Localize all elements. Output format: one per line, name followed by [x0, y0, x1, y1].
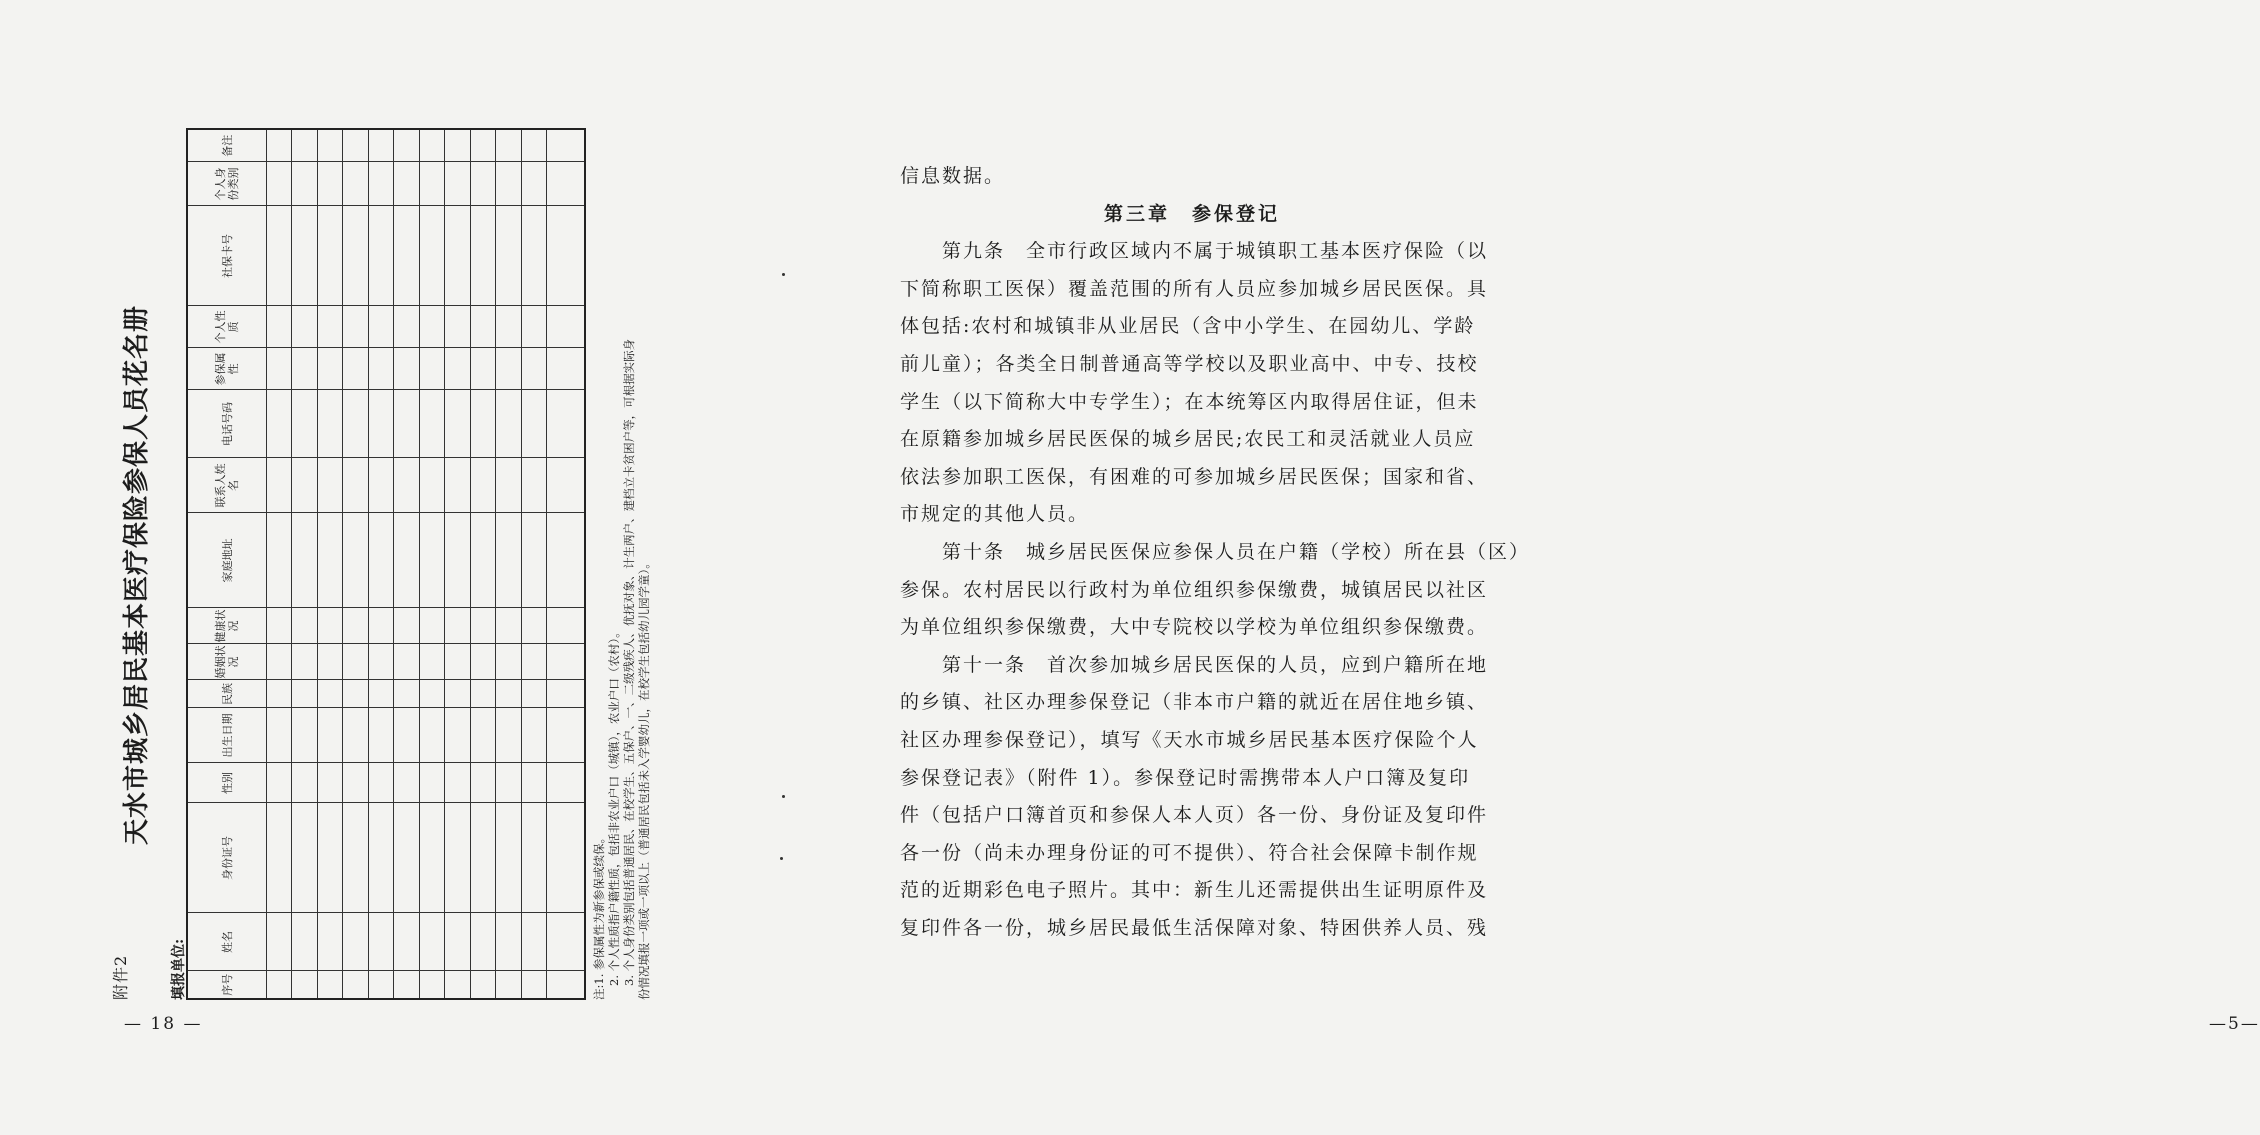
table-cell	[547, 206, 585, 306]
table-cell	[267, 913, 292, 971]
table-cell	[521, 708, 546, 763]
chapter-heading: 第三章 参保登记	[1103, 202, 1280, 225]
table-cell	[267, 971, 292, 999]
col-header: 家庭地址	[187, 513, 267, 608]
table-cell	[419, 390, 444, 458]
table-cell	[343, 708, 368, 763]
table-cell	[394, 971, 419, 999]
table-cell	[343, 390, 368, 458]
note-line: 注:1. 参保属性为新参保或续保。	[592, 831, 606, 1000]
table-cell	[419, 458, 444, 513]
table-cell	[496, 608, 521, 644]
table-cell	[496, 763, 521, 803]
table-cell	[419, 306, 444, 348]
table-cell	[445, 206, 470, 306]
scan-mark	[782, 795, 785, 798]
table-cell	[470, 129, 495, 162]
table-cell	[368, 763, 393, 803]
table-row	[547, 129, 585, 999]
table-cell	[445, 129, 470, 162]
table-cell	[445, 513, 470, 608]
table-cell	[470, 913, 495, 971]
table-cell	[470, 971, 495, 999]
table-cell	[445, 763, 470, 803]
table-cell	[496, 513, 521, 608]
table-cell	[267, 306, 292, 348]
table-cell	[343, 306, 368, 348]
table-cell	[368, 129, 393, 162]
table-cell	[470, 306, 495, 348]
table-cell	[368, 206, 393, 306]
table-cell	[317, 913, 342, 971]
table-cell	[547, 306, 585, 348]
table-cell	[317, 390, 342, 458]
table-cell	[470, 680, 495, 708]
table-cell	[292, 608, 317, 644]
text-line: 为单位组织参保缴费，大中专院校以学校为单位组织参保缴费。	[900, 616, 1489, 639]
table-cell	[394, 708, 419, 763]
table-cell	[419, 763, 444, 803]
table-cell	[496, 708, 521, 763]
table-cell	[368, 971, 393, 999]
text-line: 的乡镇、社区办理参保登记（非本市户籍的就近在居住地乡镇、	[900, 691, 1489, 714]
table-cell	[470, 513, 495, 608]
table-cell	[317, 680, 342, 708]
table-cell	[394, 680, 419, 708]
table-cell	[343, 458, 368, 513]
table-cell	[394, 129, 419, 162]
table-cell	[496, 458, 521, 513]
table-cell	[521, 608, 546, 644]
table-cell	[547, 680, 585, 708]
col-header: 电话号码	[187, 390, 267, 458]
table-cell	[368, 608, 393, 644]
table-cell	[343, 913, 368, 971]
table-cell	[496, 206, 521, 306]
table-cell	[292, 306, 317, 348]
col-header: 姓名	[187, 913, 267, 971]
col-header: 个人性质	[187, 306, 267, 348]
note-line: 3. 个人身份类别包括普通居民、在校学生、五保户、一、二级残疾人、优抚对象、计生两户、建档立卡贫困户等，可根据实际身	[622, 338, 636, 986]
table-row	[419, 129, 444, 999]
col-header: 性别	[187, 763, 267, 803]
table-cell	[521, 644, 546, 680]
text-line: 下简称职工医保）覆盖范围的所有人员应参加城乡居民医保。具	[900, 277, 1489, 300]
left-page	[0, 0, 800, 1135]
table-cell	[368, 913, 393, 971]
text-line: 件（包括户口簿首页和参保人本人页）各一份、身份证及复印件	[900, 804, 1489, 827]
table-cell	[547, 971, 585, 999]
table-cell	[470, 206, 495, 306]
table-cell	[445, 803, 470, 913]
table-cell	[419, 971, 444, 999]
table-cell	[368, 458, 393, 513]
table-cell	[445, 458, 470, 513]
table-cell	[394, 206, 419, 306]
table-cell	[343, 644, 368, 680]
table-cell	[394, 644, 419, 680]
table-cell	[368, 680, 393, 708]
table-cell	[267, 390, 292, 458]
table-cell	[547, 608, 585, 644]
roster-body	[267, 129, 586, 999]
table-cell	[292, 803, 317, 913]
table-cell	[547, 803, 585, 913]
table-row	[445, 129, 470, 999]
text-line: 前儿童）；各类全日制普通高等学校以及职业高中、中专、技校	[900, 352, 1479, 375]
table-cell	[419, 803, 444, 913]
table-cell	[419, 644, 444, 680]
table-cell	[292, 206, 317, 306]
table-cell	[470, 458, 495, 513]
text-line: 在原籍参加城乡居民医保的城乡居民;农民工和灵活就业人员应	[900, 428, 1476, 451]
col-header: 备注	[187, 129, 267, 162]
table-cell	[317, 708, 342, 763]
table-cell	[521, 971, 546, 999]
table-cell	[317, 644, 342, 680]
table-cell	[343, 971, 368, 999]
table-cell	[394, 162, 419, 206]
table-cell	[317, 803, 342, 913]
table-cell	[419, 129, 444, 162]
table-cell	[394, 913, 419, 971]
col-header: 参保属性	[187, 348, 267, 390]
table-row	[267, 129, 292, 999]
note-line: 份情况填报一项或一项以上（普通居民包括未入学婴幼儿，在校学生包括幼儿园学童）。	[637, 557, 651, 1000]
text-line: 第九条 全市行政区域内不属于城镇职工基本医疗保险（以	[900, 240, 1489, 263]
table-cell	[445, 708, 470, 763]
table-cell	[496, 680, 521, 708]
table-cell	[521, 458, 546, 513]
filler-unit-label: 填报单位:	[171, 938, 187, 1000]
table-cell	[267, 348, 292, 390]
table-cell	[368, 708, 393, 763]
table-cell	[547, 763, 585, 803]
text-line: 第十一条 首次参加城乡居民医保的人员，应到户籍所在地	[900, 653, 1489, 676]
page-number-right: —5—	[2209, 1014, 2260, 1034]
roster-table	[186, 128, 586, 1000]
col-header: 健康状况	[187, 608, 267, 644]
col-header: 序号	[187, 971, 267, 999]
text-line: 学生（以下简称大中专学生）；在本统筹区内取得居住证，但未	[900, 390, 1479, 413]
table-cell	[394, 348, 419, 390]
table-cell	[445, 680, 470, 708]
table-cell	[292, 348, 317, 390]
table-cell	[267, 458, 292, 513]
table-cell	[547, 390, 585, 458]
table-cell	[292, 680, 317, 708]
table-cell	[521, 913, 546, 971]
table-cell	[521, 306, 546, 348]
table-cell	[343, 763, 368, 803]
table-cell	[470, 644, 495, 680]
text-line: 依法参加职工医保，有困难的可参加城乡居民医保；国家和省、	[900, 465, 1489, 488]
table-cell	[317, 206, 342, 306]
table-cell	[368, 390, 393, 458]
table-row	[292, 129, 317, 999]
table-cell	[445, 348, 470, 390]
table-cell	[496, 162, 521, 206]
table-cell	[394, 458, 419, 513]
table-cell	[496, 348, 521, 390]
table-cell	[419, 206, 444, 306]
table-cell	[267, 608, 292, 644]
text-line: 参保登记表》（附件 1）。参保登记时需携带本人户口簿及复印	[900, 766, 1471, 789]
table-cell	[368, 162, 393, 206]
table-cell	[521, 803, 546, 913]
col-header: 社保卡号	[187, 206, 267, 306]
table-header-row	[187, 129, 267, 999]
table-cell	[267, 763, 292, 803]
table-cell	[445, 644, 470, 680]
table-cell	[445, 913, 470, 971]
text-line: 第十条 城乡居民医保应参保人员在户籍（学校）所在县（区）	[900, 540, 1531, 563]
col-header: 婚姻状况	[187, 644, 267, 680]
table-row	[496, 129, 521, 999]
table-cell	[267, 129, 292, 162]
table-cell	[343, 206, 368, 306]
page-number-left: — 18 —	[124, 1014, 203, 1034]
text-line: 社区办理参保登记），填写《天水市城乡居民基本医疗保险个人	[900, 728, 1479, 751]
table-cell	[547, 644, 585, 680]
table-cell	[419, 913, 444, 971]
table-cell	[343, 162, 368, 206]
table-cell	[267, 644, 292, 680]
body-text	[900, 158, 1531, 947]
col-header: 身份证号	[187, 803, 267, 913]
table-row	[317, 129, 342, 999]
table-cell	[267, 162, 292, 206]
table-cell	[292, 162, 317, 206]
table-cell	[445, 162, 470, 206]
right-page	[800, 0, 2260, 1135]
table-cell	[445, 390, 470, 458]
col-header: 出生日期	[187, 708, 267, 763]
table-cell	[521, 206, 546, 306]
table-cell	[343, 680, 368, 708]
table-cell	[267, 206, 292, 306]
table-cell	[292, 129, 317, 162]
table-cell	[394, 306, 419, 348]
table-cell	[292, 971, 317, 999]
table-cell	[419, 608, 444, 644]
table-cell	[368, 348, 393, 390]
table-cell	[445, 971, 470, 999]
scan-mark	[782, 273, 785, 276]
table-cell	[343, 608, 368, 644]
table-cell	[317, 306, 342, 348]
table-cell	[521, 763, 546, 803]
table-cell	[419, 680, 444, 708]
table-cell	[419, 348, 444, 390]
table-cell	[470, 803, 495, 913]
table-cell	[394, 763, 419, 803]
text-line: 信息数据。	[900, 165, 1006, 187]
table-cell	[343, 129, 368, 162]
table-cell	[470, 348, 495, 390]
table-notes	[592, 150, 652, 1000]
table-cell	[394, 608, 419, 644]
table-cell	[521, 513, 546, 608]
table-cell	[317, 513, 342, 608]
table-cell	[496, 306, 521, 348]
table-cell	[521, 348, 546, 390]
table-cell	[267, 803, 292, 913]
table-cell	[419, 513, 444, 608]
table-cell	[496, 913, 521, 971]
text-line: 市规定的其他人员。	[900, 503, 1090, 526]
table-cell	[292, 708, 317, 763]
table-cell	[368, 513, 393, 608]
table-cell	[394, 803, 419, 913]
table-cell	[419, 162, 444, 206]
table-row	[343, 129, 368, 999]
table-cell	[368, 803, 393, 913]
text-line: 范的近期彩色电子照片。其中：新生儿还需提供出生证明原件及	[900, 879, 1489, 902]
table-cell	[470, 763, 495, 803]
col-header: 个人身份类别	[187, 162, 267, 206]
table-cell	[547, 913, 585, 971]
table-cell	[521, 390, 546, 458]
rotated-form	[68, 134, 688, 1000]
table-cell	[419, 708, 444, 763]
table-cell	[521, 680, 546, 708]
table-cell	[521, 129, 546, 162]
table-row	[368, 129, 393, 999]
table-cell	[496, 971, 521, 999]
table-cell	[496, 390, 521, 458]
table-cell	[317, 129, 342, 162]
table-cell	[394, 513, 419, 608]
table-row	[394, 129, 419, 999]
table-cell	[317, 458, 342, 513]
table-cell	[547, 513, 585, 608]
table-cell	[343, 513, 368, 608]
table-cell	[292, 390, 317, 458]
annex-label: 附件2	[111, 954, 130, 1000]
table-cell	[445, 306, 470, 348]
table-cell	[317, 763, 342, 803]
table-cell	[547, 348, 585, 390]
table-cell	[470, 608, 495, 644]
col-header: 民族	[187, 680, 267, 708]
table-row	[521, 129, 546, 999]
table-cell	[521, 162, 546, 206]
table-cell	[547, 129, 585, 162]
table-cell	[470, 708, 495, 763]
text-line: 体包括:农村和城镇非从业居民（含中小学生、在园幼儿、学龄	[900, 315, 1476, 338]
table-cell	[292, 913, 317, 971]
table-cell	[470, 162, 495, 206]
table-cell	[317, 608, 342, 644]
table-cell	[547, 162, 585, 206]
table-cell	[292, 763, 317, 803]
scan-mark	[780, 857, 783, 860]
table-cell	[368, 306, 393, 348]
table-cell	[496, 644, 521, 680]
text-line: 复印件各一份，城乡居民最低生活保障对象、特困供养人员、残	[900, 916, 1489, 939]
table-cell	[267, 680, 292, 708]
col-header: 联系人姓名	[187, 458, 267, 513]
note-line: 2. 个人性质指户籍性质，包括非农业户口（城镇），农业户口（农村）。	[607, 626, 621, 986]
table-cell	[317, 348, 342, 390]
text-line: 参保。农村居民以行政村为单位组织参保缴费，城镇居民以社区	[900, 578, 1489, 601]
table-cell	[292, 644, 317, 680]
table-cell	[496, 803, 521, 913]
table-cell	[292, 458, 317, 513]
table-cell	[292, 513, 317, 608]
table-cell	[267, 513, 292, 608]
table-cell	[343, 803, 368, 913]
table-cell	[547, 458, 585, 513]
table-cell	[267, 708, 292, 763]
table-row	[470, 129, 495, 999]
table-cell	[317, 971, 342, 999]
table-cell	[394, 390, 419, 458]
table-cell	[445, 608, 470, 644]
table-cell	[368, 644, 393, 680]
text-line: 各一份（尚未办理身份证的可不提供）、符合社会保障卡制作规	[900, 841, 1479, 864]
table-cell	[547, 708, 585, 763]
table-cell	[470, 390, 495, 458]
table-cell	[317, 162, 342, 206]
roster-title: 天水市城乡居民基本医疗保险参保人员花名册	[122, 305, 152, 846]
table-cell	[343, 348, 368, 390]
table-cell	[496, 129, 521, 162]
